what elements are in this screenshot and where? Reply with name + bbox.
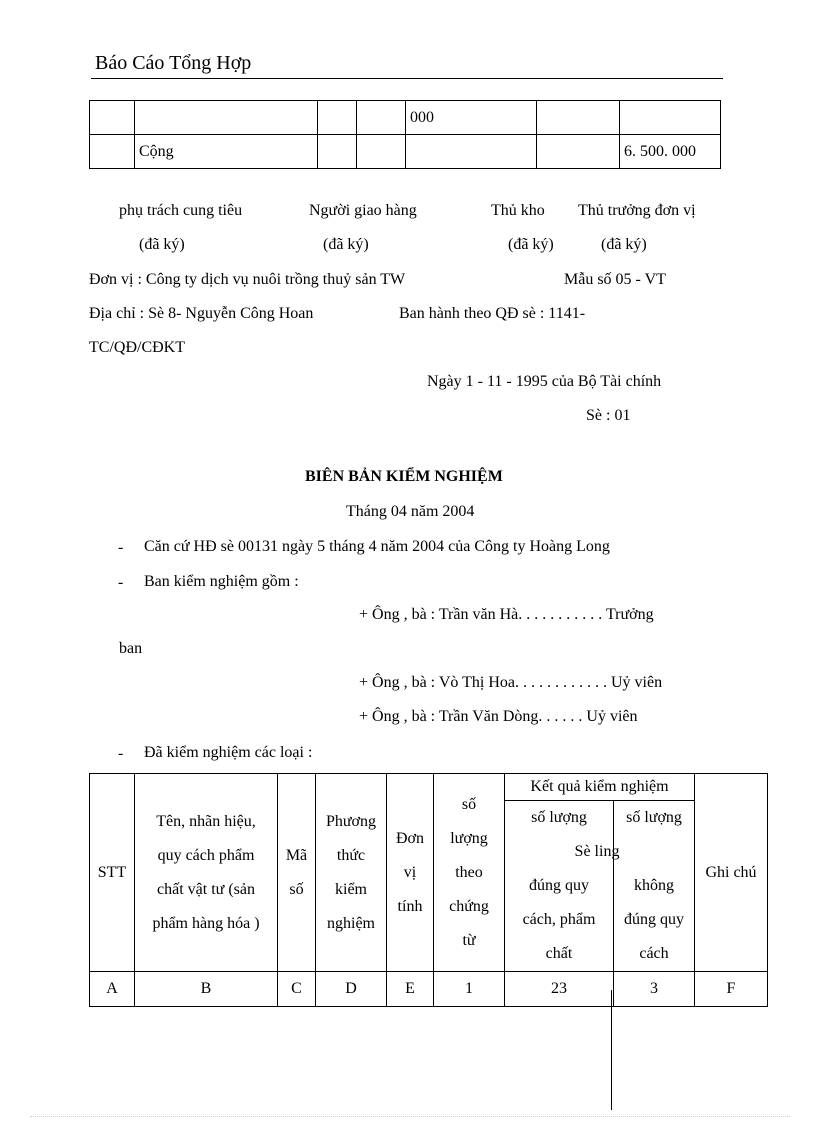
header-item-name: Tên, nhãn hiệu, quy cách phẩm chất vật tư (sản phẩm hàng hóa ) — [135, 774, 278, 972]
company-address: Địa chỉ : Sè 8- Nguyễn Công Hoan — [89, 305, 314, 322]
table-cell: 3 — [614, 972, 695, 1007]
table-cell: 000 — [406, 101, 537, 135]
table-row — [90, 135, 721, 169]
table-row — [90, 972, 768, 1007]
table-cell: 1 — [434, 972, 505, 1007]
header-divider — [91, 78, 723, 79]
table-cell — [318, 101, 357, 135]
form-number: Mẫu số 05 - VT — [564, 271, 666, 288]
inspection-table — [89, 773, 768, 1007]
signature-role-supply: phụ trách cung tiêu — [119, 202, 243, 219]
committee-member-1-cont: ban — [119, 640, 143, 657]
table-cell — [406, 135, 537, 169]
report-title: BIÊN BẢN KIỂM NGHIỆM — [305, 468, 503, 485]
committee-label: Ban kiểm nghiệm gồm : — [144, 573, 299, 590]
inspected-label: Đã kiểm nghiệm các loại : — [144, 744, 313, 761]
table-cell — [90, 101, 135, 135]
table-cell — [357, 101, 406, 135]
header-code: Mã số — [278, 774, 316, 972]
page-bottom-border — [30, 1116, 790, 1117]
committee-member-2: + Ông , bà : Vò Thị Hoa. . . . . . . . . . . . Uỷ viên — [359, 674, 663, 691]
table-header-row — [90, 774, 768, 801]
committee-member-1: + Ông , bà : Trần văn Hà. . . . . . . . . . . Trưởng — [359, 606, 654, 623]
signature-role-storekeeper: Thủ kho — [491, 202, 545, 219]
table-cell: E — [387, 972, 434, 1007]
company-unit: Đơn vị : Công ty dịch vụ nuôi trồng thuỷ sản TW — [89, 271, 406, 288]
decision-ref: Ban hành theo QĐ sè : 1141- — [399, 305, 586, 322]
bullet-marker: - — [118, 745, 124, 762]
stray-vertical-line — [611, 990, 612, 1110]
committee-member-3: + Ông , bà : Trần Văn Dòng. . . . . . Uỷ viên — [359, 708, 638, 725]
signature-role-head: Thủ trưởng đơn vị — [578, 202, 696, 219]
header-note: Ghi chú — [695, 774, 768, 972]
table-cell: F — [695, 972, 768, 1007]
table-cell — [537, 101, 620, 135]
report-period: Tháng 04 năm 2004 — [346, 503, 475, 520]
table-cell: C — [278, 972, 316, 1007]
total-label: Cộng — [135, 135, 318, 169]
signature-status: (đã ký) — [601, 236, 647, 253]
table-cell: D — [316, 972, 387, 1007]
table-cell — [90, 135, 135, 169]
signature-role-deliverer: Người giao hàng — [309, 202, 417, 219]
page-header-title: Báo Cáo Tổng Hợp — [95, 52, 252, 74]
header-overlap-text: Sè ling — [574, 843, 620, 860]
header-stt: STT — [90, 774, 135, 972]
table-cell — [537, 135, 620, 169]
header-method: Phương thức kiểm nghiệm — [316, 774, 387, 972]
report-basis: Căn cứ HĐ sè 00131 ngày 5 tháng 4 năm 2004 của Công ty Hoàng Long — [144, 538, 610, 555]
table-cell: B — [135, 972, 278, 1007]
decision-ref-cont: TC/QĐ/CĐKT — [89, 339, 185, 356]
total-value: 6. 500. 000 — [620, 135, 721, 169]
header-qty-not-ok: số lượng không đúng quy cách — [614, 801, 695, 972]
table-cell — [135, 101, 318, 135]
signature-status: (đã ký) — [323, 236, 369, 253]
table-cell: 23 — [505, 972, 614, 1007]
signature-status: (đã ký) — [508, 236, 554, 253]
table-cell: A — [90, 972, 135, 1007]
table-cell — [357, 135, 406, 169]
table-cell — [620, 101, 721, 135]
document-number: Sè : 01 — [586, 407, 631, 424]
summary-table — [89, 100, 721, 169]
decision-date: Ngày 1 - 11 - 1995 của Bộ Tài chính — [427, 373, 662, 390]
header-qty-ok: số lượng Sè ling đúng quy cách, phẩm chất — [505, 801, 614, 972]
bullet-marker: - — [118, 574, 124, 591]
bullet-marker: - — [118, 539, 124, 556]
signature-status: (đã ký) — [139, 236, 185, 253]
header-unit: Đơn vị tính — [387, 774, 434, 972]
table-row — [90, 101, 721, 135]
table-cell — [318, 135, 357, 169]
header-result: Kết quả kiểm nghiệm — [505, 774, 695, 801]
header-document-qty: số lượng theo chứng từ — [434, 774, 505, 972]
